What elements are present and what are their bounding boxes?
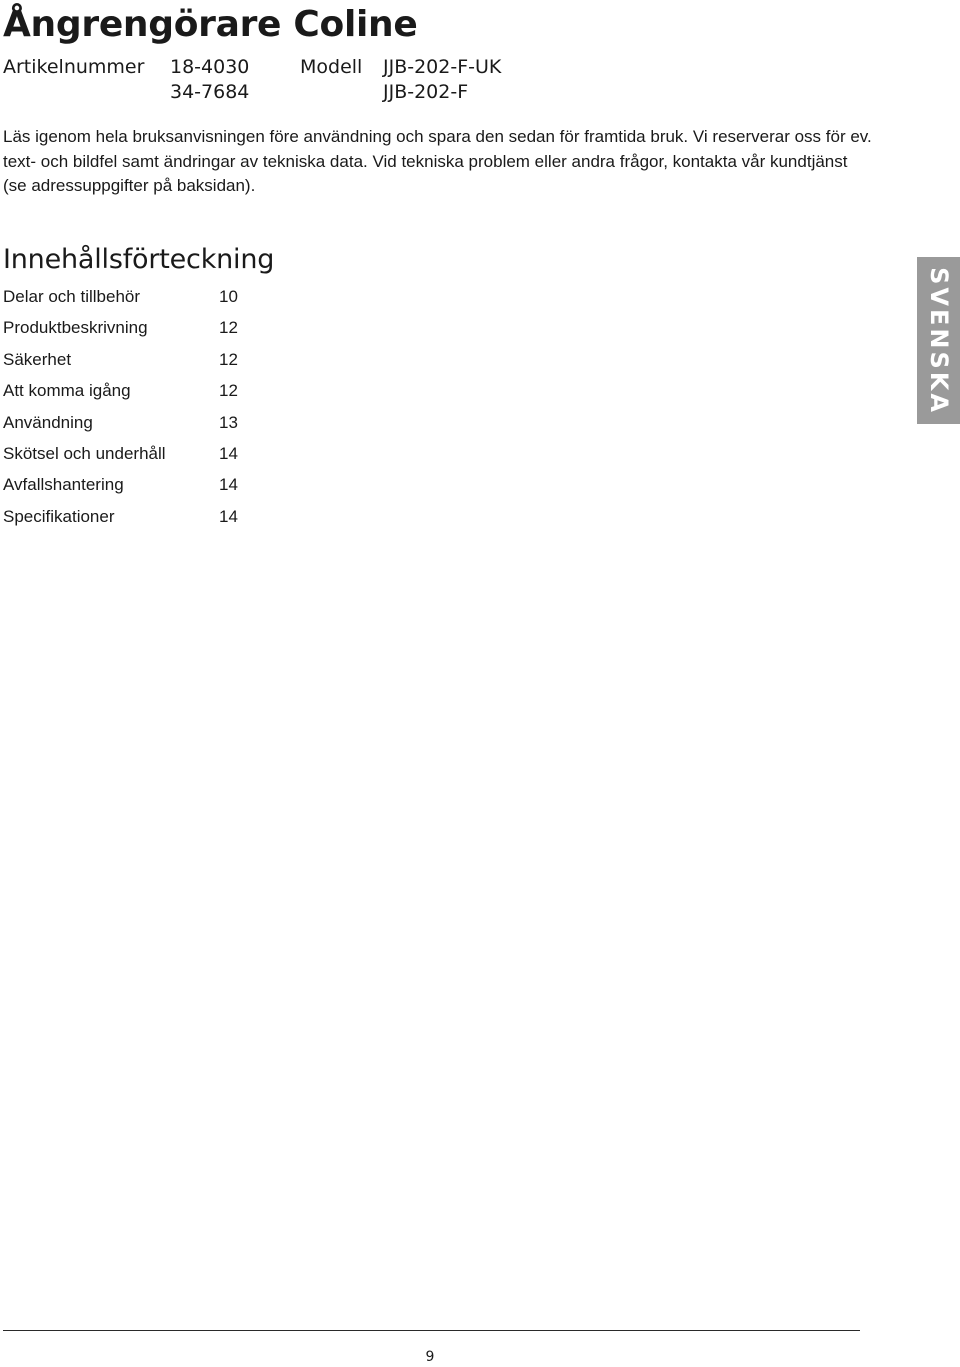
toc-entry[interactable]	[3, 443, 263, 474]
article-number-1: 18-4030	[170, 56, 250, 78]
language-tab	[917, 257, 960, 424]
model-number-1: JJB-202-F-UK	[383, 56, 502, 78]
toc-entry-label: Att komma igång	[3, 381, 131, 401]
toc-entry[interactable]	[3, 286, 263, 317]
toc-entry-label: Skötsel och underhåll	[3, 443, 166, 463]
toc-entry-page: 12	[219, 381, 238, 401]
toc-entry-label: Delar och tillbehör	[3, 287, 141, 306]
toc-entry-label: Produktbeskrivning	[3, 318, 148, 338]
footer-divider	[3, 1330, 860, 1331]
toc-entry-page: 12	[219, 349, 238, 369]
language-tab-label: SVENSKA	[924, 266, 953, 415]
toc-entry[interactable]	[3, 506, 263, 537]
model-number-2: JJB-202-F	[383, 81, 469, 103]
toc-entry-page: 12	[219, 318, 238, 338]
toc-entry[interactable]	[3, 412, 263, 443]
model-label: Modell	[300, 56, 363, 78]
intro-paragraph: Läs igenom hela bruksanvisningen före användning och spara den sedan för framtida bruk. Vi reserverar oss för ev. text- och bildfel samt ändringar av tekniska data. Vid tekniska problem eller andra frågor, kontakta vår kundtjänst (se adressuppgifter på baksidan).	[3, 127, 872, 195]
toc-entry[interactable]	[3, 380, 263, 411]
page-number: 9	[425, 1349, 435, 1365]
document-title: Ångrengörare Coline	[3, 4, 418, 45]
toc-entry-page: 14	[219, 475, 238, 495]
toc-entry[interactable]	[3, 317, 263, 348]
article-number-label: Artikelnummer	[3, 56, 145, 78]
article-number-2: 34-7684	[170, 81, 250, 103]
toc-entry-label: Säkerhet	[3, 349, 72, 369]
toc-entry-page: 13	[219, 412, 238, 432]
toc-entry[interactable]	[3, 474, 263, 505]
toc-entry-label: Avfallshantering	[3, 475, 124, 495]
toc-entry-page: 10	[219, 287, 238, 306]
toc-entry-page: 14	[219, 506, 238, 526]
toc-entry-page: 14	[219, 443, 238, 463]
toc-entry[interactable]	[3, 349, 263, 380]
toc-heading: Innehållsförteckning	[3, 244, 275, 275]
table-of-contents	[3, 286, 263, 537]
toc-entry-label: Specifikationer	[3, 506, 115, 526]
toc-entry-label: Användning	[3, 412, 93, 432]
